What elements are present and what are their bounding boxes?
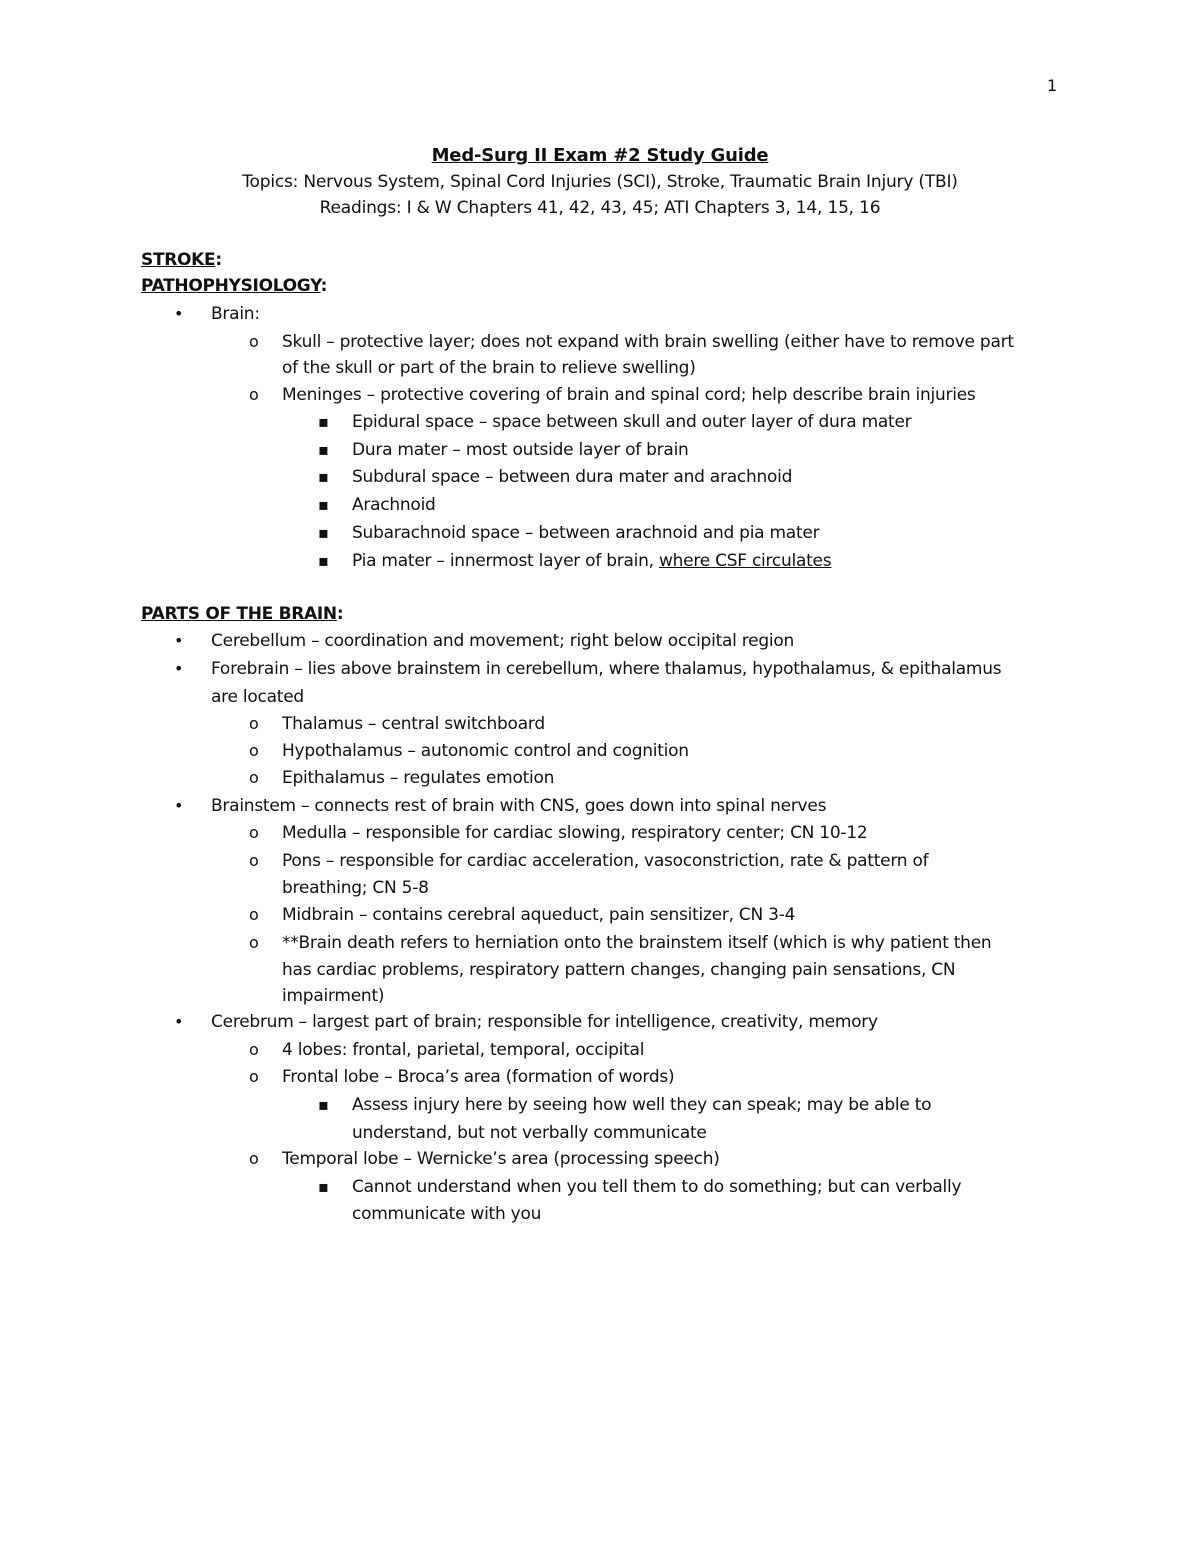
circle-marker: o [249,1040,259,1059]
square-marker: ▪ [318,1095,329,1114]
list-item-continuation: communicate with you [352,1204,542,1224]
square-marker: ▪ [318,1177,329,1196]
list-item: Assess injury here by seeing how well they can speak; may be able to [352,1095,932,1115]
section-header-stroke: STROKE: [141,250,222,270]
list-item: Thalamus – central switchboard [282,714,545,734]
bullet-marker: • [174,1012,184,1031]
list-item: Cerebellum – coordination and movement; right below occipital region [211,631,795,651]
topics-line: Topics: Nervous System, Spinal Cord Injuries (SCI), Stroke, Traumatic Brain Injury (TBI) [242,172,958,192]
circle-marker: o [249,332,259,351]
list-item: Medulla – responsible for cardiac slowing, respiratory center; CN 10-12 [282,823,868,843]
list-item: Subdural space – between dura mater and arachnoid [352,467,793,487]
circle-marker: o [249,385,259,404]
readings-line: Readings: I & W Chapters 41, 42, 43, 45; ATI Chapters 3, 14, 15, 16 [319,198,881,218]
list-item: Pia mater – innermost layer of brain, where CSF circulates [352,551,832,571]
list-item: Epidural space – space between skull and outer layer of dura mater [352,412,912,432]
list-item: Frontal lobe – Broca’s area (formation of words) [282,1067,675,1087]
list-item: Brainstem – connects rest of brain with CNS, goes down into spinal nerves [211,796,827,816]
list-item: **Brain death refers to herniation onto the brainstem itself (which is why patient then [282,933,992,953]
list-item: Brain: [211,304,260,324]
circle-marker: o [249,714,259,733]
bullet-marker: • [174,631,184,650]
square-marker: ▪ [318,523,329,542]
circle-marker: o [249,1149,259,1168]
list-item: Epithalamus – regulates emotion [282,768,555,788]
list-item: Skull – protective layer; does not expand with brain swelling (either have to remove part [282,332,1014,352]
square-marker: ▪ [318,495,329,514]
document-title: Med-Surg II Exam #2 Study Guide [431,145,769,166]
list-item: Cannot understand when you tell them to do something; but can verbally [352,1177,962,1197]
list-item: Dura mater – most outside layer of brain [352,440,689,460]
list-item: Forebrain – lies above brainstem in cerebellum, where thalamus, hypothalamus, & epithalamus [211,659,1002,679]
list-item-continuation: has cardiac problems, respiratory pattern changes, changing pain sensations, CN [282,960,956,980]
circle-marker: o [249,933,259,952]
circle-marker: o [249,905,259,924]
list-item: 4 lobes: frontal, parietal, temporal, occipital [282,1040,645,1060]
list-item: Cerebrum – largest part of brain; responsible for intelligence, creativity, memory [211,1012,878,1032]
bullet-marker: • [174,796,184,815]
circle-marker: o [249,823,259,842]
section-header-parts-of-brain: PARTS OF THE BRAIN: [141,604,344,624]
list-item-continuation: impairment) [282,986,385,1006]
square-marker: ▪ [318,467,329,486]
section-header-pathophysiology: PATHOPHYSIOLOGY: [141,276,328,296]
list-item: Arachnoid [352,495,436,515]
circle-marker: o [249,1067,259,1086]
circle-marker: o [249,851,259,870]
list-item-continuation: of the skull or part of the brain to relieve swelling) [282,358,696,378]
list-item: Subarachnoid space – between arachnoid and pia mater [352,523,820,543]
square-marker: ▪ [318,412,329,431]
list-item: Temporal lobe – Wernicke’s area (processing speech) [282,1149,720,1169]
list-item: Hypothalamus – autonomic control and cognition [282,741,689,761]
list-item-continuation: breathing; CN 5-8 [282,878,429,898]
list-item: Meninges – protective covering of brain and spinal cord; help describe brain injuries [282,385,976,405]
square-marker: ▪ [318,440,329,459]
underlined-phrase: where CSF circulates [658,551,832,571]
list-item-continuation: understand, but not verbally communicate [352,1123,707,1143]
square-marker: ▪ [318,551,329,570]
circle-marker: o [249,741,259,760]
circle-marker: o [249,768,259,787]
list-item-continuation: are located [211,687,304,707]
bullet-marker: • [174,659,184,678]
list-item: Midbrain – contains cerebral aqueduct, pain sensitizer, CN 3-4 [282,905,796,925]
bullet-marker: • [174,304,184,323]
page-number: 1 [1047,76,1058,95]
list-item: Pons – responsible for cardiac acceleration, vasoconstriction, rate & pattern of [282,851,929,871]
